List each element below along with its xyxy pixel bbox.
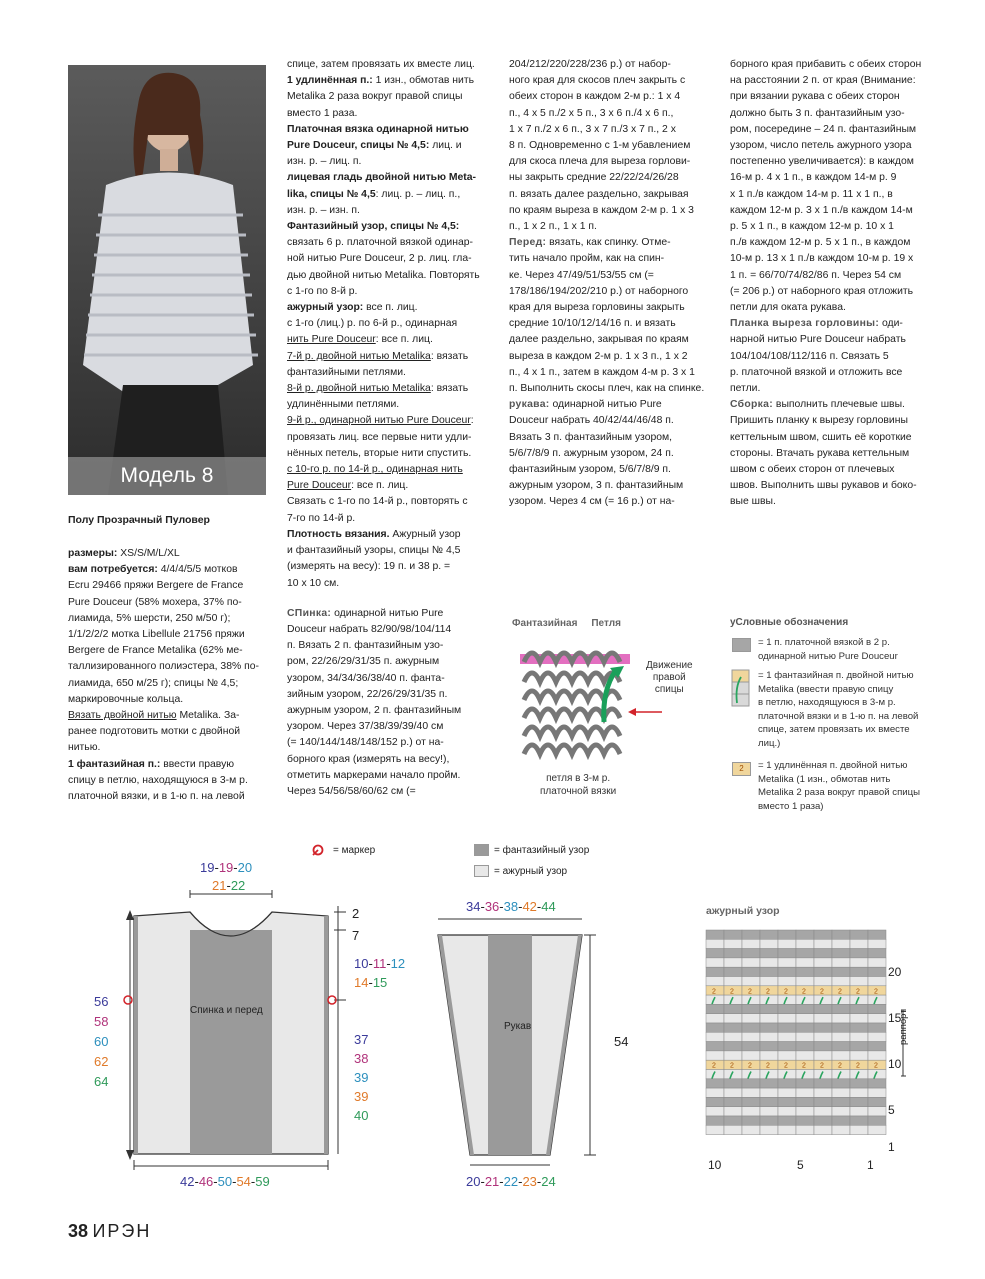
lace-cell xyxy=(760,958,778,967)
lace-cell xyxy=(778,958,796,967)
lace-cell xyxy=(742,977,760,986)
page-number: 38 xyxy=(68,1221,89,1241)
lace-cell xyxy=(850,1116,868,1125)
lace-cell xyxy=(832,1116,850,1125)
lace-cell xyxy=(724,1125,742,1134)
lace-cell xyxy=(814,1051,832,1060)
lace-cell xyxy=(796,1125,814,1134)
lace-cell xyxy=(724,1107,742,1116)
elongated-mark: 2 xyxy=(766,988,770,996)
body-bottom-width: 42-46-50-54-59 xyxy=(180,1174,270,1189)
swatch-garter xyxy=(732,638,751,652)
page-footer xyxy=(68,1221,151,1242)
lace-cell xyxy=(868,1070,886,1079)
lace-cell xyxy=(832,977,850,986)
lace-cell xyxy=(760,1125,778,1134)
body-length-list: 56 58 60 62 64 xyxy=(94,994,109,1089)
lace-cell xyxy=(796,1116,814,1125)
lace-cell xyxy=(742,1004,760,1013)
lace-cell xyxy=(832,1125,850,1134)
lace-cell xyxy=(706,1116,724,1125)
lace-cell xyxy=(796,1051,814,1060)
lace-cell xyxy=(724,958,742,967)
lace-cell xyxy=(706,1070,724,1079)
legend-title: уСловные обозначения xyxy=(730,617,849,628)
lace-cell xyxy=(742,949,760,958)
lace-cell xyxy=(706,1042,724,1051)
column-2: спице, затем провязать их вместе лиц. 1 удлинённая п.: 1 изн., обмотав нить Metalika 2 раза вокруг правой спицы вместо 1 раза. Платочная вязка одинарной нитью Pure Douceur, спицы № 4,5: лиц. и изн. р. – лиц. п. лицевая гладь двойной нитью Meta- lika, спицы № 4,5: лиц. р. – лиц. п., изн. р. – изн. п. Фантазийный узор, спицы № 4,5: связать 6 р. платочной вязкой одинар- ной нитью Pure Douceur, 2 р. лиц. гла- дью двойной нитью Metalika. Повторять с 1-го по 8-й р. ажурный узор: все п. лиц. с 1-го (лиц.) р. по 6-й р., одинарная нить Pure Douceur: все п. лиц. 7-й р. двойной нитью Metalika: вязать фантазийными петлями. 8-й р. двойной нитью Metalika: вязать удлинёнными петлями. 9-й р., одинарной нитью Pure Douceur: провязать лиц. все первые нити удли- нённых петель, вторые нити спустить. с 10-го р. по 14-й р., одинарная нить Pure Douceur: все п. лиц. Связать с 1-го по 14-й р., повторять с 7-го по 14-й р. Плотность вязания. Ажурный узор и фантазийный узоры, спицы № 4,5 (измерять на весу): 19 п. и 38 р. = 10 х 10 см. СПинка: одинарной нитью Pure Douceur набрать 82/90/98/104/114 п. Вязать 2 п. фантазийным узо- ром, 22/26/29/31/35 п. ажурным узором, 34/34/36/38/40 п. фанта- зийным узором, 22/26/29/31/35 п. ажурным узором, 2 п. фантазийным узором. Через 37/38/39/39/40 см (= 140/144/148/148/152 р.) от на- борного края (измерять на весу!), отметить маркерами начало пройм. Через 54/56/58/60/62 см (= xyxy=(287,59,480,797)
lace-cell xyxy=(796,995,814,1004)
lace-cell xyxy=(706,958,724,967)
lace-cell xyxy=(706,977,724,986)
swatch-elongated: 2 xyxy=(732,762,751,776)
elongated-mark: 2 xyxy=(802,1062,806,1070)
lace-cell xyxy=(742,1042,760,1051)
elongated-mark: 2 xyxy=(784,988,788,996)
elongated-mark: 2 xyxy=(712,988,716,996)
lace-cell xyxy=(850,1107,868,1116)
lace-cell xyxy=(706,949,724,958)
lace-cell xyxy=(832,1023,850,1032)
lace-row-20: 20 xyxy=(888,965,902,979)
lace-cell xyxy=(760,1032,778,1041)
lace-cell xyxy=(832,930,850,939)
lace-cell xyxy=(724,1070,742,1079)
lace-pattern-swatch xyxy=(474,865,489,877)
lace-cell xyxy=(814,949,832,958)
elongated-mark: 2 xyxy=(730,988,734,996)
lace-cell xyxy=(814,1014,832,1023)
lace-cell xyxy=(742,939,760,948)
lace-cell xyxy=(796,1107,814,1116)
lace-cell xyxy=(760,1004,778,1013)
lace-cell xyxy=(868,939,886,948)
lace-cell xyxy=(706,1107,724,1116)
lace-cell xyxy=(796,1023,814,1032)
lace-cell xyxy=(778,977,796,986)
lace-cell xyxy=(832,1088,850,1097)
lace-cell xyxy=(796,939,814,948)
elongated-mark: 2 xyxy=(838,1062,842,1070)
stitch-bottom-label: петля в 3-м р. платочной вязки xyxy=(540,773,617,797)
lace-cell xyxy=(724,967,742,976)
body-top-width-1: 19-19-20 xyxy=(200,860,253,875)
model-illustration xyxy=(68,65,266,495)
lace-cell xyxy=(832,1032,850,1041)
lace-cell xyxy=(832,995,850,1004)
lace-cell xyxy=(706,1032,724,1041)
lace-cell xyxy=(796,977,814,986)
lace-cell xyxy=(796,1097,814,1106)
body-armhole-2: 14-15 xyxy=(354,975,388,990)
lace-cell xyxy=(850,1004,868,1013)
lace-cell xyxy=(796,1088,814,1097)
elongated-mark: 2 xyxy=(820,1062,824,1070)
lace-cell xyxy=(742,1023,760,1032)
lace-cell xyxy=(742,1116,760,1125)
lace-cell xyxy=(778,930,796,939)
lace-cell xyxy=(760,1079,778,1088)
magazine-name: ИРЭН xyxy=(92,1221,152,1241)
lace-cell xyxy=(778,967,796,976)
lace-cell xyxy=(778,1079,796,1088)
lace-row-5: 5 xyxy=(888,1103,895,1117)
lace-cell xyxy=(850,958,868,967)
stitch-diagram-title: Фантазийная Петля xyxy=(512,618,621,629)
elongated-mark: 2 xyxy=(856,1062,860,1070)
lace-cell xyxy=(832,1042,850,1051)
lace-cell xyxy=(760,977,778,986)
lace-cell xyxy=(778,1070,796,1079)
lace-cell xyxy=(778,949,796,958)
lace-cell xyxy=(832,1097,850,1106)
lace-cell xyxy=(724,1014,742,1023)
lace-cell xyxy=(832,949,850,958)
lace-cell xyxy=(814,1079,832,1088)
lace-cell xyxy=(778,1125,796,1134)
lace-cell xyxy=(850,1088,868,1097)
lace-cell xyxy=(868,1116,886,1125)
lace-cell xyxy=(724,939,742,948)
lace-cell xyxy=(742,1097,760,1106)
lace-cell xyxy=(832,1004,850,1013)
lace-cell xyxy=(814,1023,832,1032)
body-side-list: 37 38 39 39 40 xyxy=(354,1032,369,1123)
lace-cell xyxy=(850,1125,868,1134)
lace-cell xyxy=(724,1051,742,1060)
lace-cell xyxy=(778,1107,796,1116)
lace-cell xyxy=(778,1051,796,1060)
lace-cell xyxy=(814,1004,832,1013)
body-armhole-1: 10-11-12 xyxy=(354,956,406,971)
lace-cell xyxy=(850,939,868,948)
lace-cell xyxy=(724,1004,742,1013)
lace-cell xyxy=(814,1088,832,1097)
body-r2: 7 xyxy=(352,928,360,943)
elongated-mark: 2 xyxy=(712,1062,716,1070)
lace-cell xyxy=(832,958,850,967)
lace-cell xyxy=(850,977,868,986)
lace-cell xyxy=(742,1070,760,1079)
lace-cell xyxy=(868,1079,886,1088)
lace-cell xyxy=(778,1042,796,1051)
lace-cell xyxy=(796,1070,814,1079)
lace-cell xyxy=(706,995,724,1004)
lace-cell xyxy=(706,930,724,939)
marker-legend: = маркер xyxy=(333,845,376,856)
elongated-mark: 2 xyxy=(838,988,842,996)
lace-cell xyxy=(814,1125,832,1134)
lace-cell xyxy=(814,995,832,1004)
lace-cell xyxy=(868,1107,886,1116)
lace-cell xyxy=(742,995,760,1004)
lace-cell xyxy=(760,949,778,958)
lace-cell xyxy=(760,995,778,1004)
lace-cell xyxy=(850,1023,868,1032)
lace-cell xyxy=(850,949,868,958)
lace-cell xyxy=(814,958,832,967)
lace-cell xyxy=(706,967,724,976)
lace-cell xyxy=(724,1079,742,1088)
lace-cell xyxy=(706,1023,724,1032)
lace-cell xyxy=(778,1004,796,1013)
lace-cell xyxy=(796,1032,814,1041)
lace-cell xyxy=(868,1004,886,1013)
lace-cell xyxy=(850,1070,868,1079)
lace-cell xyxy=(724,1088,742,1097)
lace-cell xyxy=(796,949,814,958)
lace-cell xyxy=(742,958,760,967)
lace-cell xyxy=(868,1097,886,1106)
lace-cell xyxy=(796,1014,814,1023)
legend-item-garter: = 1 п. платочной вязкой в 2 р. одинарной нитью Pure Douceur xyxy=(758,637,898,662)
lace-cell xyxy=(706,1079,724,1088)
lace-cell xyxy=(706,939,724,948)
body-schema-label: Спинка и перед xyxy=(190,1005,263,1016)
lace-row-1: 1 xyxy=(888,1140,895,1154)
lace-cell xyxy=(868,995,886,1004)
lace-cell xyxy=(724,1116,742,1125)
lace-cell xyxy=(760,1023,778,1032)
lace-cell xyxy=(724,949,742,958)
sleeve-height: 54 xyxy=(614,1034,629,1049)
lace-cell xyxy=(706,1051,724,1060)
lace-cell xyxy=(760,1097,778,1106)
lace-cell xyxy=(742,1014,760,1023)
lace-cell xyxy=(850,1014,868,1023)
lace-cell xyxy=(814,1107,832,1116)
lace-cell xyxy=(778,1088,796,1097)
elongated-mark: 2 xyxy=(874,1062,878,1070)
legend-item-fancy: = 1 фантазийная п. двойной нитью Metalika (ввести правую спицу в петлю, находящуюся в 3-м р. платочной вязки и в 1-ю п. на левой спице, затем провязать их вместе лиц.) xyxy=(758,670,919,749)
lace-cell xyxy=(868,977,886,986)
lace-cell xyxy=(814,977,832,986)
lace-col-10: 10 xyxy=(708,1158,722,1172)
elongated-mark: 2 xyxy=(874,988,878,996)
lace-row-10: 10 xyxy=(888,1057,902,1071)
column-1: размеры: XS/S/M/L/XL вам потребуется: 4/4/4/5/5 мотков Ecru 29466 пряжи Bergere de France Pure Douceur (58% мохера, 37% по- лиамида, 5% шерсти, 250 м/50 г); 1/1/2/2/2 мотка Libellule 21756 пряжи Bergere de France Metalika (62% ме- таллизированного полиэстера, 38% по- лиамида, 650 м/25 г); спицы № 4,5; маркировочные кольца. Вязать двойной нитью Metalika. За- ранее подготовить мотки с двойной нитью. 1 фантазийная п.: ввести правую спицу в петлю, находящуюся в 3-м р. платочной вязки, и в 1-ю п. на левой xyxy=(68,548,259,803)
lace-row-15: 15 xyxy=(888,1011,902,1025)
lace-cell xyxy=(706,1088,724,1097)
legend-item-elongated: = 1 удлинённая п. двойной нитью Metalika (1 изн., обмотав нить Metalika 2 раза вокруг правой спицы вместо 1 раза) xyxy=(758,760,921,812)
lace-cell xyxy=(814,1042,832,1051)
elongated-mark: 2 xyxy=(730,1062,734,1070)
lace-cell xyxy=(796,1079,814,1088)
elongated-mark: 2 xyxy=(784,1062,788,1070)
lace-cell xyxy=(850,1051,868,1060)
needle-direction-label: Движение правой спицы xyxy=(646,660,693,695)
lace-cell xyxy=(832,1079,850,1088)
lace-cell xyxy=(796,1042,814,1051)
lace-cell xyxy=(850,1079,868,1088)
lace-cell xyxy=(760,1042,778,1051)
lace-cell xyxy=(868,958,886,967)
lace-cell xyxy=(814,1070,832,1079)
lace-cell xyxy=(778,995,796,1004)
lace-cell xyxy=(724,930,742,939)
lace-cell xyxy=(778,939,796,948)
lace-cell xyxy=(742,1107,760,1116)
pattern-title: Полу Прозрачный Пуловер xyxy=(68,514,210,526)
body-r1: 2 xyxy=(352,906,360,921)
lace-cell xyxy=(778,1023,796,1032)
lace-cell xyxy=(814,939,832,948)
lace-cell xyxy=(724,1042,742,1051)
lace-cell xyxy=(706,1125,724,1134)
lace-cell xyxy=(724,1023,742,1032)
lace-cell xyxy=(850,1042,868,1051)
lace-cell xyxy=(814,1116,832,1125)
lace-cell xyxy=(742,967,760,976)
elongated-mark: 2 xyxy=(766,1062,770,1070)
lace-cell xyxy=(832,939,850,948)
lace-cell xyxy=(850,1097,868,1106)
lace-cell xyxy=(760,939,778,948)
lace-cell xyxy=(850,1032,868,1041)
lace-cell xyxy=(832,1107,850,1116)
sleeve-top-width: 34-36-38-42-44 xyxy=(466,899,556,914)
lace-cell xyxy=(796,958,814,967)
lace-pattern-legend: = ажурный узор xyxy=(494,866,568,877)
lace-cell xyxy=(778,1097,796,1106)
body-top-width-2: 21-22 xyxy=(212,878,246,893)
swatch-fancy-stitch xyxy=(731,669,751,709)
lace-cell xyxy=(868,1014,886,1023)
lace-cell xyxy=(742,1051,760,1060)
lace-cell xyxy=(832,967,850,976)
lace-cell xyxy=(814,1097,832,1106)
sleeve-label: Рукав xyxy=(504,1021,532,1032)
lace-cell xyxy=(760,1088,778,1097)
lace-cell xyxy=(760,1051,778,1060)
lace-cell xyxy=(760,967,778,976)
lace-cell xyxy=(742,930,760,939)
elongated-mark: 2 xyxy=(748,1062,752,1070)
lace-cell xyxy=(868,930,886,939)
lace-cell xyxy=(724,1097,742,1106)
lace-cell xyxy=(724,977,742,986)
lace-cell xyxy=(760,1116,778,1125)
column-4: борного края прибавить с обеих сторон на расстоянии 2 п. от края (Внимание: при вязании рукава с обеих сторон должно быть 3 п. фантазийным узо- ром, посередине – 24 п. фантазийным узором, число петель ажурного узора постепенно увеличивается): в каждом 16-м р. 4 х 1 п., в каждом 14-м р. 9 х 1 п./в каждом 14-м р. 11 х 1 п., в каждом 12-м р. 3 х 1 п./в каждом 14-м р. 5 х 1 п., в каждом 12-м р. 10 х 1 п./в каждом 12-м р. 5 х 1 п., в каждом 10-м р. 13 х 1 п./в каждом 10-м р. 19 х 1 п. = 66/70/74/82/86 п. Через 54 см (= 206 р.) от наборного края отложить петли для оката рукава. Планка выреза горловины: оди- нарной нитью Pure Douceur набрать 104/104/108/112/116 п. Связать 5 р. платочной вязкой и отложить все петли. Сборка: выполнить плечевые швы. Пришить планку к вырезу горловины кеттельным швом, сшить её короткие стороны. Втачать рукава кеттельным швом с обеих сторон от плечевых швов. Выполнить швы рукавов и боко- вые швы. xyxy=(730,59,922,508)
lace-chart-title: ажурный узор xyxy=(706,905,780,917)
lace-cell xyxy=(850,967,868,976)
fancy-pattern-legend: = фантазийный узор xyxy=(494,845,590,856)
lace-cell xyxy=(778,1032,796,1041)
marker-icon xyxy=(311,843,327,857)
lace-cell xyxy=(760,1014,778,1023)
lace-cell xyxy=(832,1070,850,1079)
lace-cell xyxy=(814,930,832,939)
lace-cell xyxy=(868,1088,886,1097)
lace-cell xyxy=(868,1032,886,1041)
lace-cell xyxy=(868,1051,886,1060)
sleeve-schema xyxy=(430,915,610,1175)
sleeve-bottom-width: 20-21-22-23-24 xyxy=(466,1174,556,1189)
elongated-mark: 2 xyxy=(802,988,806,996)
lace-cell xyxy=(868,1023,886,1032)
lace-col-1: 1 xyxy=(867,1158,874,1172)
lace-cell xyxy=(814,967,832,976)
repeat-label: раппорт xyxy=(898,1009,909,1045)
lace-cell xyxy=(760,1070,778,1079)
column-3: 204/212/220/228/236 р.) от набор- ного края для скосов плеч закрыть с обеих сторон в каждом 2-м р.: 1 х 4 п., 4 х 5 п./2 х 5 п., 3 х 6 п./4 х 6 п., 1 х 7 п./2 х 6 п., 3 х 7 п./3 х 7 п., 2 х 8 п. Одновременно с 1-м убавлением для скоса плеча для выреза горлови- ны закрыть средние 22/22/24/26/28 п. вязать далее раздельно, закрывая по краям выреза в каждом 2-м р. 1 х 3 п., 1 х 2 п., 1 х 1 п. Перед: вязать, как спинку. Отме- тить начало пройм, как на спин- ке. Через 47/49/51/53/55 см (= 178/186/194/202/210 р.) от наборного края для выреза горловины закрыть средние 10/10/12/14/16 п. и вязать далее раздельно, закрывая по краям выреза в каждом 2-м р. 1 х 3 п., 1 х 2 п., 4 х 1 п., затем в каждом 4-м р. 3 х 1 п. Выполнить скосы плеч, как на спинке. рукава: одинарной нитью Pure Douceur набрать 40/42/44/46/48 п. Вязать 3 п. фантазийным узором, 5/6/7/8/9 п. ажурным узором, 24 п. фантазийным узором, 5/6/7/8/9 п. ажурным узором, 3 п. фантазийным узором. Через 4 см (= 16 р.) от на- xyxy=(509,59,705,508)
elongated-mark: 2 xyxy=(856,988,860,996)
elongated-mark: 2 xyxy=(820,988,824,996)
lace-cell xyxy=(760,930,778,939)
lace-chart xyxy=(704,928,944,1178)
photo-caption: Модель 8 xyxy=(68,457,266,495)
lace-cell xyxy=(706,1014,724,1023)
lace-cell xyxy=(814,1032,832,1041)
lace-cell xyxy=(760,1107,778,1116)
lace-cell xyxy=(832,1014,850,1023)
body-schema xyxy=(110,890,370,1170)
lace-cell xyxy=(868,949,886,958)
elongated-mark: 2 xyxy=(748,988,752,996)
lace-cell xyxy=(778,1014,796,1023)
lace-cell xyxy=(850,995,868,1004)
lace-cell xyxy=(868,1042,886,1051)
lace-cell xyxy=(742,1032,760,1041)
lace-cell xyxy=(868,967,886,976)
lace-cell xyxy=(742,1125,760,1134)
lace-cell xyxy=(796,967,814,976)
fancy-pattern-swatch xyxy=(474,844,489,856)
lace-cell xyxy=(778,1116,796,1125)
lace-cell xyxy=(724,1032,742,1041)
lace-col-5: 5 xyxy=(797,1158,804,1172)
lace-cell xyxy=(850,930,868,939)
lace-cell xyxy=(706,1097,724,1106)
lace-cell xyxy=(724,995,742,1004)
lace-cell xyxy=(796,1004,814,1013)
lace-cell xyxy=(742,1079,760,1088)
lace-cell xyxy=(706,1004,724,1013)
lace-cell xyxy=(868,1125,886,1134)
lace-cell xyxy=(742,1088,760,1097)
model-photo xyxy=(68,65,266,495)
lace-cell xyxy=(832,1051,850,1060)
lace-cell xyxy=(796,930,814,939)
